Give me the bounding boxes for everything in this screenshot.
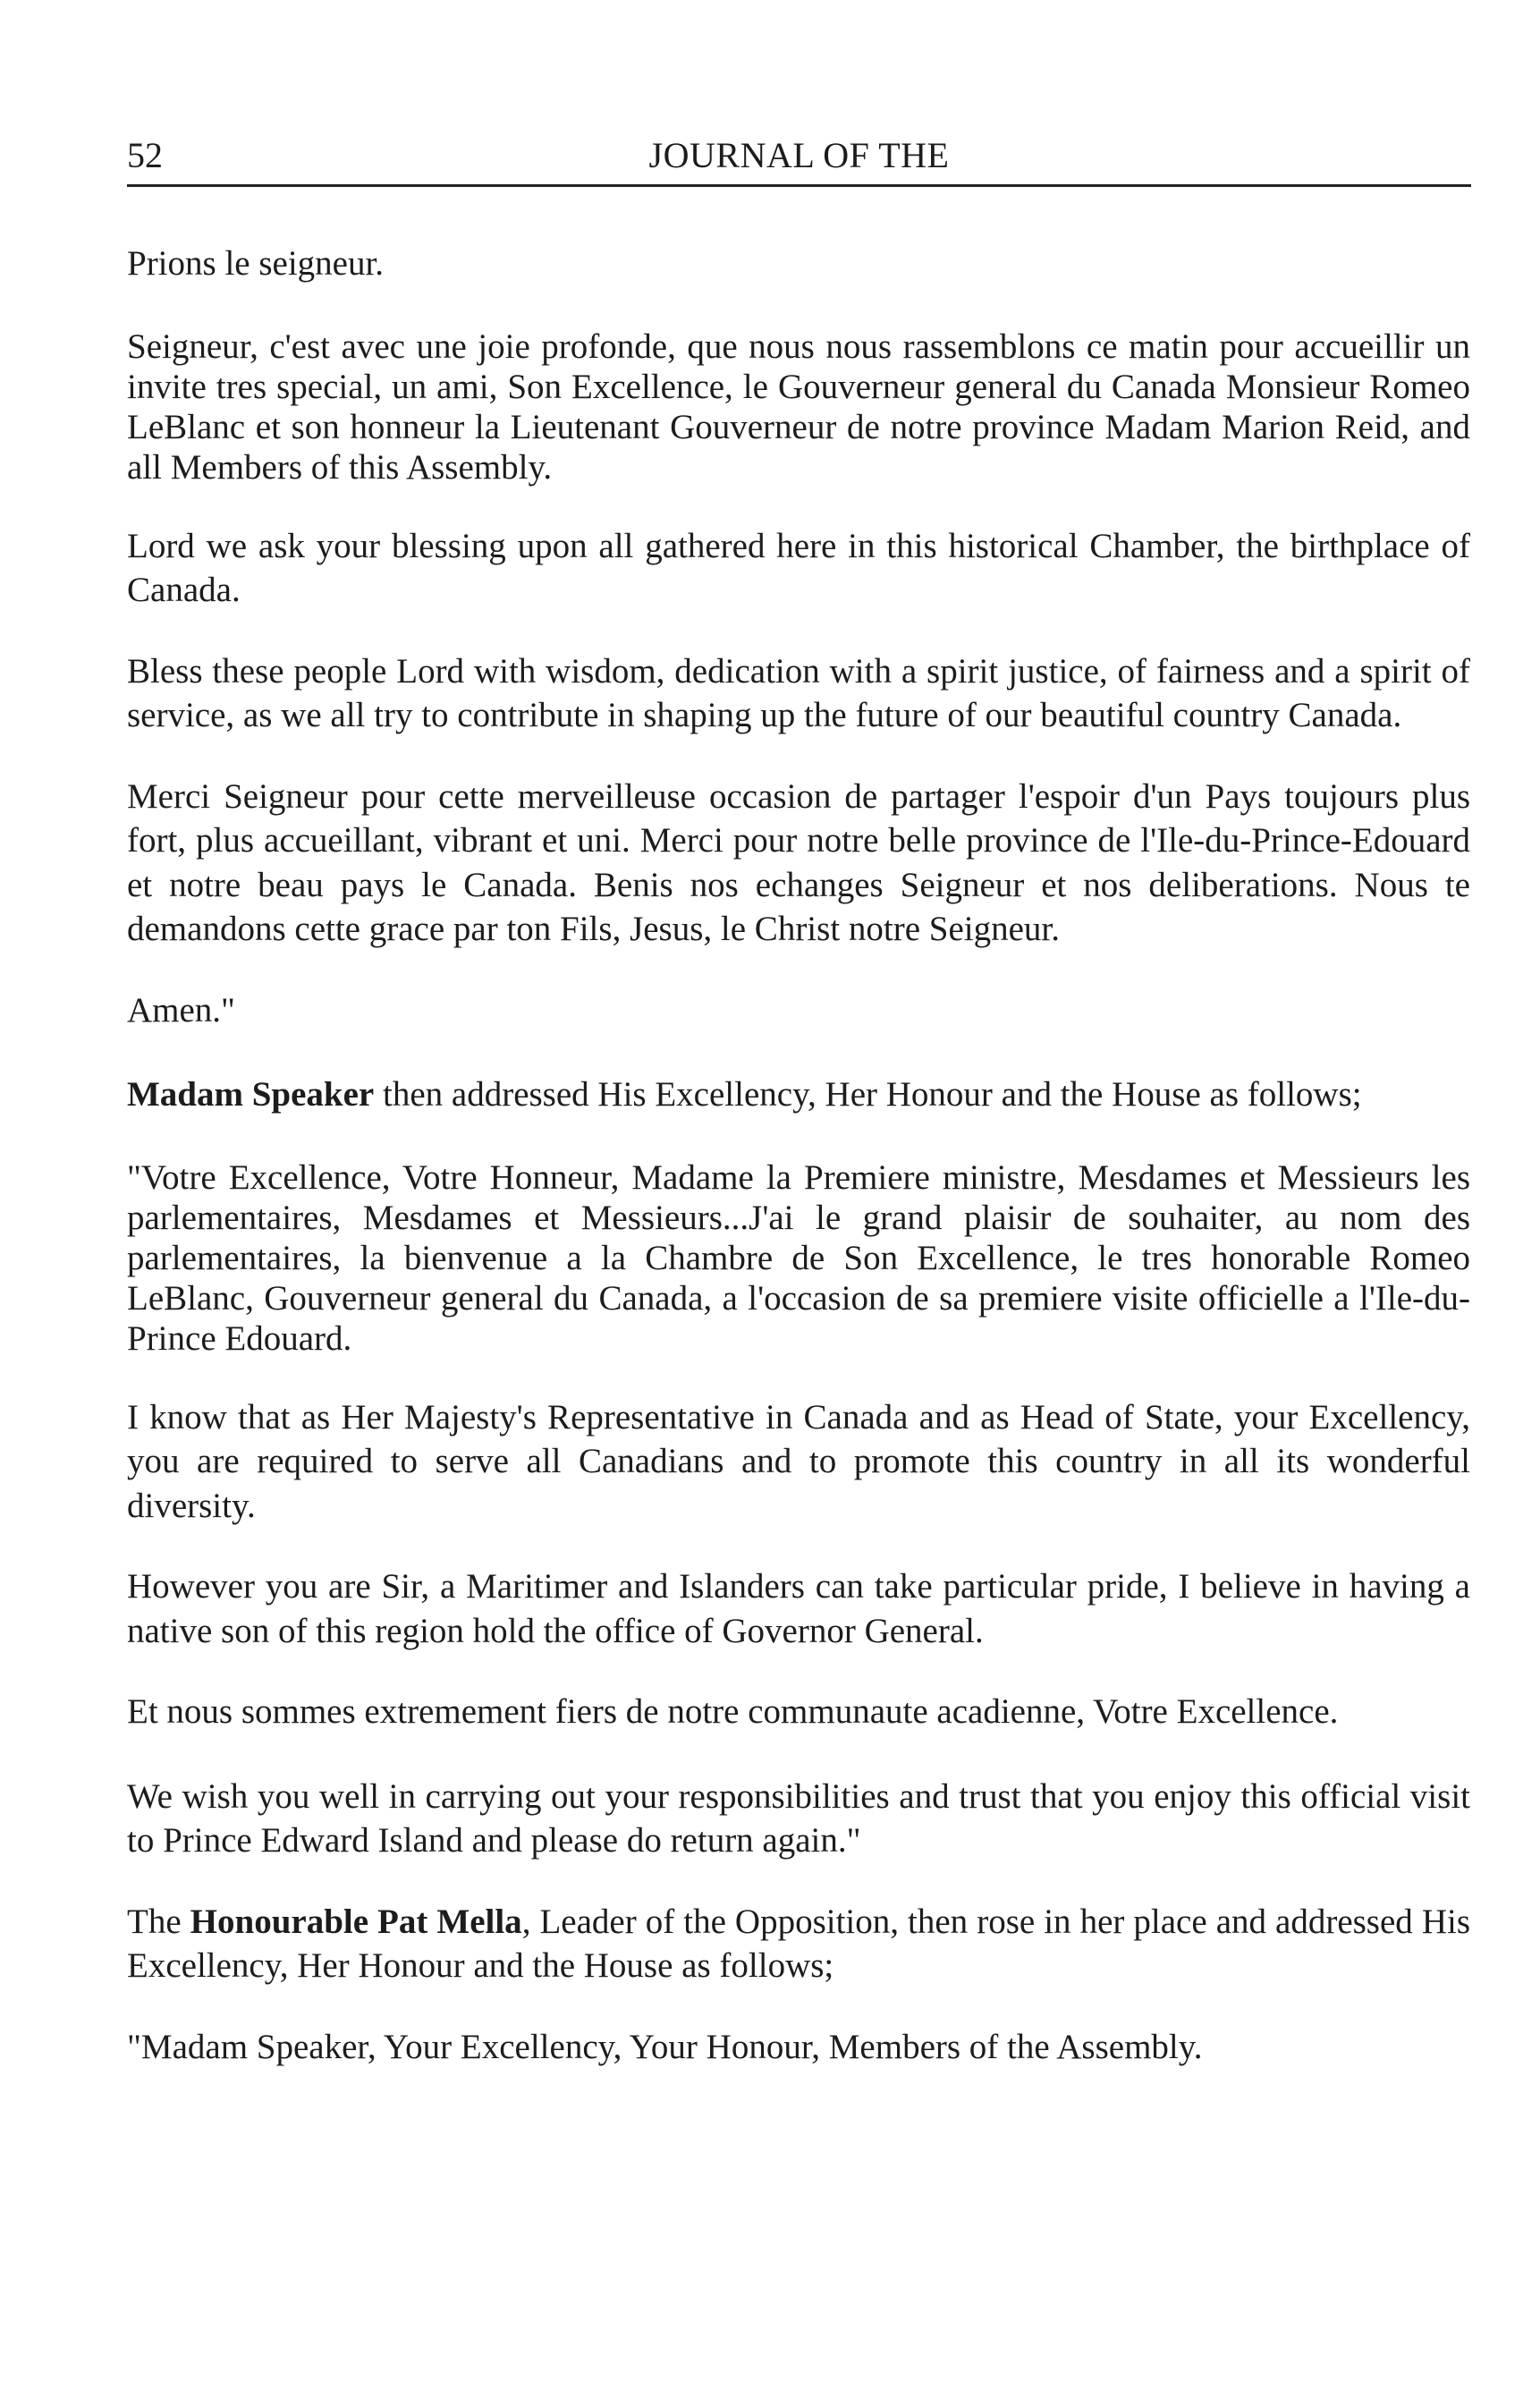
page-body: [127, 242, 1470, 2109]
page-header: [127, 132, 1471, 187]
paragraph-prayer-opening: Prions le seigneur.: [127, 244, 385, 283]
paragraph-blessing: Lord we ask your blessing upon all gathered here in this historical Chamber, the birthplace of Canada.: [127, 526, 1470, 609]
paragraph-maritimer: However you are Sir, a Maritimer and Islanders can take particular pride, I believe in having a native son of this region hold the office of Governor General.: [127, 1567, 1470, 1650]
running-head: JOURNAL OF THE: [648, 135, 950, 175]
paragraph-opposition-leader: [127, 1900, 1470, 1988]
opposition-prefix: The: [127, 1902, 190, 1941]
opposition-leader-name: Honourable Pat Mella: [190, 1902, 522, 1941]
speaker-address-text: then addressed His Excellency, Her Honour and the House as follows;: [374, 1075, 1362, 1114]
paragraph-amen: Amen.": [127, 990, 235, 1030]
opposition-address-text: , Leader of the Opposition, then rose in her place and addressed His Excellency, Her Honour and the House as follows;: [127, 1902, 1470, 1985]
paragraph-madam-speaker: "Madam Speaker, Your Excellency, Your Honour, Members of the Assembly.: [127, 2027, 1203, 2066]
paragraph-votre-excellence: "Votre Excellence, Votre Honneur, Madame la Premiere ministre, Mesdames et Messieurs les parlementaires, Mesdames et Messieurs...J'ai le grand plaisir de souhaiter, au nom des parlementaires, la bienvenue a la Chambre de Son Excellence, le tres honorable Romeo LeBlanc, Gouverneur general du Canada, a l'occasion de sa premiere visite officielle a l'Ile-du-Prince Edouard.: [127, 1157, 1470, 1358]
paragraph-speaker-address: [127, 1072, 1470, 1117]
paragraph-french-welcome: Seigneur, c'est avec une joie profonde, que nous nous rassemblons ce matin pour accueillir un invite tres special, un ami, Son Excellence, le Gouverneur general du Canada Monsieur Romeo LeBlanc et son honneur la Lieutenant Gouverneur de notre province Madam Marion Reid, and all Members of this Assembly.: [127, 326, 1470, 487]
page-number: 52: [127, 135, 163, 175]
paragraph-merci: Merci Seigneur pour cette merveilleuse occasion de partager l'espoir d'un Pays toujours plus fort, plus accueillant, vibrant et uni. Merci pour notre belle province de l'Ile-du-Prince-Edouard et notre beau pays le Canada. Benis nos echanges Seigneur et nos deliberations. Nous te demandons cette grace par ton Fils, Jesus, le Christ notre Seigneur.: [127, 776, 1470, 948]
paragraph-acadienne: Et nous sommes extremement fiers de notre communaute acadienne, Votre Excellence.: [127, 1692, 1339, 1731]
paragraph-majesty-representative: I know that as Her Majesty's Representative in Canada and as Head of State, your Excellency, you are required to serve all Canadians and to promote this country in all its wonderful diversity.: [127, 1397, 1470, 1525]
paragraph-well-wishes: We wish you well in carrying out your responsibilities and trust that you enjoy this official visit to Prince Edward Island and please do return again.": [127, 1776, 1470, 1860]
paragraph-bless-people: Bless these people Lord with wisdom, dedication with a spirit justice, of fairness and a spirit of service, as we all try to contribute in shaping up the future of our beautiful country Canada.: [127, 651, 1470, 734]
speaker-name: Madam Speaker: [127, 1075, 375, 1114]
